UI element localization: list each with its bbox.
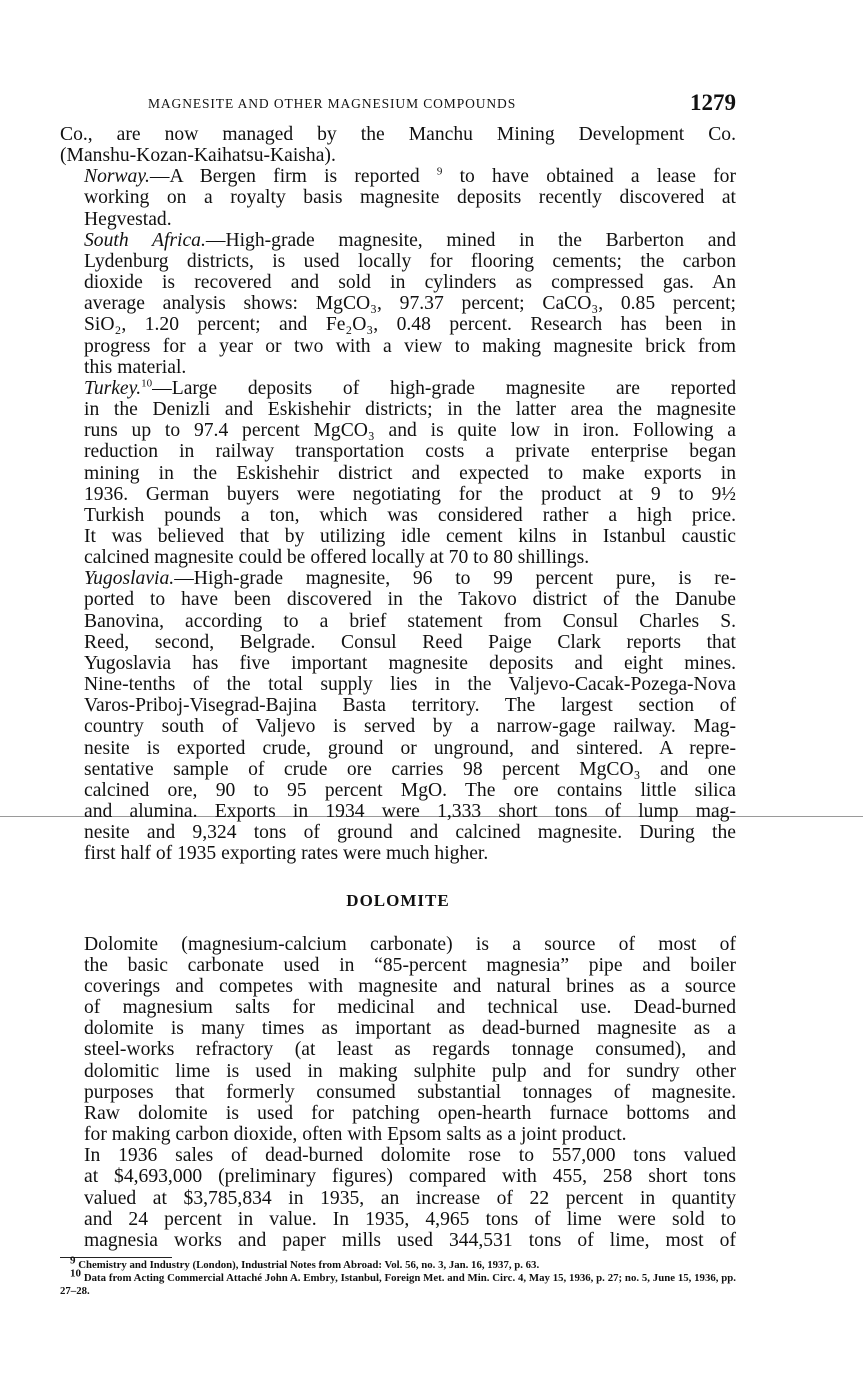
text-line: calcined ore, 90 to 95 percent MgO. The ore contains little silica bbox=[84, 779, 736, 801]
paragraph-yugoslavia bbox=[60, 568, 736, 864]
text-line: Turkish pounds a ton, which was considered rather a high price. bbox=[84, 504, 736, 526]
text-line: and 24 percent in value. In 1935, 4,965 tons of lime were sold to bbox=[84, 1208, 736, 1230]
text-line: in the Denizli and Eskishehir districts; in the latter area the magnesite bbox=[84, 399, 736, 421]
text-line: first half of 1935 exporting rates were much higher. bbox=[84, 843, 489, 865]
footnote-ref: 9 bbox=[436, 165, 443, 178]
text-line: the basic carbonate used in “85-percent magnesia” pipe and boiler bbox=[84, 954, 736, 976]
footnote-9 bbox=[60, 1254, 736, 1272]
footnote-mark: 9 bbox=[70, 1254, 76, 1267]
text-line: Co., are now managed by the Manchu Mining Development Co. bbox=[60, 124, 736, 145]
text-line: Reed, second, Belgrade. Consul Reed Paige Clark reports that bbox=[84, 631, 736, 653]
text-line: purposes that formerly consumed substantial tonnages of magnesite. bbox=[84, 1081, 736, 1103]
text-line: Hegvestad. bbox=[84, 208, 172, 230]
footnote-text: Chemistry and Industry (London), Industrial Notes from Abroad: Vol. 56, no. 3, Jan. 16, 1937, p. 63. bbox=[78, 1258, 540, 1271]
text-line bbox=[60, 568, 736, 589]
text-line: of magnesium salts for medicinal and technical use. Dead-burned bbox=[84, 997, 736, 1019]
text-line: and alumina. Exports in 1934 were 1,333 short tons of lump mag- bbox=[84, 801, 736, 822]
country-name: Yugoslavia. bbox=[84, 568, 175, 590]
running-title: MAGNESITE AND OTHER MAGNESIUM COMPOUNDS bbox=[148, 96, 517, 111]
text-line: working on a royalty basis magnesite deposits recently discovered at bbox=[84, 187, 736, 209]
country-name: South Africa. bbox=[84, 229, 206, 251]
text-line: reduction in railway transportation costs a private enterprise began bbox=[84, 441, 736, 463]
text-run: —A Bergen firm is reported bbox=[149, 166, 420, 188]
text-line: Yugoslavia has five important magnesite deposits and eight mines. bbox=[84, 652, 736, 674]
text-run: to have obtained a lease for bbox=[459, 166, 736, 188]
text-line: coverings and competes with magnesite and natural brines as a source bbox=[84, 975, 736, 997]
text-line: Raw dolomite is used for patching open-hearth furnace bottoms and bbox=[84, 1102, 736, 1124]
text-line: Banovina, according to a brief statement from Consul Charles S. bbox=[84, 610, 736, 632]
footnote-mark: 10 bbox=[70, 1267, 81, 1280]
text-line: Nine-tenths of the total supply lies in the Valjevo-Cacak-Pozega-Nova bbox=[84, 674, 736, 696]
text-line: mining in the Eskishehir district and expected to make exports in bbox=[84, 462, 736, 484]
text-line: dolomitic lime is used in making sulphite pulp and for sundry other bbox=[84, 1060, 736, 1082]
text-line: (Manshu-Kozan-Kaihatsu-Kaisha). bbox=[60, 145, 336, 167]
text-line: dolomite is many times as important as dead-burned magnesite as a bbox=[84, 1018, 736, 1040]
text-line: 1936. German buyers were negotiating for the product at 9 to 9½ bbox=[84, 483, 736, 505]
text-line: SiO₂, 1.20 percent; and Fe₂O₃, 0.48 percent. Research has been in bbox=[84, 314, 736, 336]
text-line: magnesia works and paper mills used 344,531 tons of lime, most of bbox=[84, 1229, 736, 1251]
paragraph-continuation bbox=[60, 124, 736, 166]
section-heading-dolomite: DOLOMITE bbox=[346, 891, 450, 911]
page bbox=[60, 90, 736, 1298]
text-line bbox=[60, 166, 736, 187]
text-line: for making carbon dioxide, often with Epsom salts as a joint product. bbox=[84, 1124, 627, 1146]
footnote-text: Data from Acting Commercial Attaché John A. Embry, Istanbul, Foreign Met. and Min. Circ. 4, May 15, 1936, p. 27; no. 5, June 15, 1936, pp. 27–28. bbox=[60, 1271, 736, 1297]
text-line: calcined magnesite could be offered locally at 70 to 80 shillings. bbox=[84, 547, 590, 569]
text-line bbox=[60, 378, 736, 399]
paragraph-dolomite-1 bbox=[60, 934, 736, 1146]
text-line: nesite is exported crude, ground or unground, and sintered. A repre- bbox=[84, 737, 736, 759]
text-line: runs up to 97.4 percent MgCO₃ and is quite low in iron. Following a bbox=[84, 420, 736, 442]
country-name: Turkey. bbox=[84, 377, 142, 399]
paragraph-dolomite-2 bbox=[60, 1145, 736, 1251]
footnote-10 bbox=[60, 1267, 736, 1298]
text-run: —Large deposits of high-grade magnesite are reported bbox=[152, 377, 736, 399]
country-name: Norway. bbox=[84, 166, 150, 188]
paragraph-turkey bbox=[60, 378, 736, 568]
footnote-ref: 10 bbox=[141, 377, 153, 390]
text-line: In 1936 sales of dead-burned dolomite rose to 557,000 tons valued bbox=[84, 1145, 736, 1167]
text-run: —High-grade magnesite, 96 to 99 percent pure, is re- bbox=[174, 568, 736, 590]
text-line: Varos-Priboj-Visegrad-Bajina Basta territory. The largest section of bbox=[84, 695, 736, 717]
paragraph-south-africa bbox=[60, 230, 736, 378]
text-line: country south of Valjevo is served by a narrow-gage railway. Mag- bbox=[84, 716, 736, 738]
text-line bbox=[60, 230, 736, 251]
text-line: dioxide is recovered and sold in cylinders as compressed gas. An bbox=[84, 272, 736, 294]
text-line: Lydenburg districts, is used locally for flooring cements; the carbon bbox=[84, 250, 736, 272]
text-run: —High-grade magnesite, mined in the Barberton and bbox=[205, 229, 736, 251]
running-header bbox=[60, 90, 736, 124]
text-line: average analysis shows: MgCO₃, 97.37 percent; CaCO₃, 0.85 percent; bbox=[84, 293, 736, 315]
text-line: It was believed that by utilizing idle cement kilns in Istanbul caustic bbox=[84, 525, 736, 547]
footnote-rule bbox=[60, 1257, 172, 1258]
text-line: sentative sample of crude ore carries 98 percent MgCO₃ and one bbox=[84, 758, 736, 780]
page-number: 1279 bbox=[690, 90, 736, 115]
text-line: ported to have been discovered in the Takovo district of the Danube bbox=[84, 589, 736, 611]
text-line: this material. bbox=[84, 356, 187, 378]
text-line: at $4,693,000 (preliminary figures) compared with 455, 258 short tons bbox=[84, 1166, 736, 1188]
text-line: valued at $3,785,834 in 1935, an increase of 22 percent in quantity bbox=[84, 1187, 736, 1209]
body-text bbox=[60, 124, 736, 1251]
text-line: Dolomite (magnesium-calcium carbonate) is a source of most of bbox=[84, 933, 736, 955]
text-line: progress for a year or two with a view to making magnesite brick from bbox=[84, 335, 736, 357]
paragraph-norway bbox=[60, 166, 736, 229]
text-line: nesite and 9,324 tons of ground and calcined magnesite. During the bbox=[84, 822, 736, 844]
text-line: steel-works refractory (at least as regards tonnage consumed), and bbox=[84, 1039, 736, 1061]
footnotes bbox=[60, 1254, 736, 1298]
